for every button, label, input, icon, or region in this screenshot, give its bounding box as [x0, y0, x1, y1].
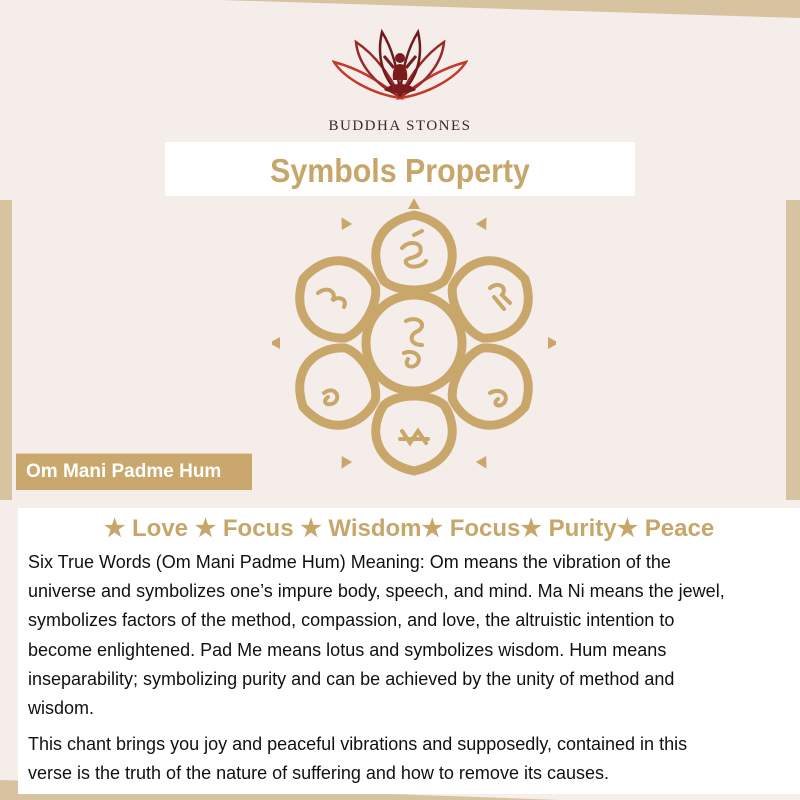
title-band — [165, 142, 635, 196]
om-mani-padme-hum-mandala-icon — [272, 198, 556, 488]
decorative-bar-right — [786, 200, 800, 500]
symbol-label — [16, 453, 252, 490]
decorative-corner-top-right — [220, 0, 800, 18]
page-title: Symbols Property — [270, 152, 530, 189]
description-panel — [18, 508, 800, 794]
lotus-meditation-logo-icon — [332, 28, 468, 110]
decorative-bar-left — [0, 200, 12, 500]
description-paragraph: This chant brings you joy and peaceful vibrations and supposedly, contained in this verse is the truth of the nature of suffering and how to remove its causes. — [28, 734, 688, 784]
virtues-line: ★ Love ★ Focus ★ Wisdom★ Focus★ Purity★ Peace — [103, 515, 715, 542]
brand-name: BUDDHA STONES — [328, 118, 472, 134]
description-paragraph: Six True Words (Om Mani Padme Hum) Meaning: Om means the vibration of the universe and symbolizes one’s impure body, speech, and mind. Ma Ni means the jewel, symbolizes factors of the method, compassion, and love, the altruistic intention to become enlightened. Pad Me means lotus and symbolizes wisdom. Hum means inseparability; symbolizing purity and can be achieved by the unity of method and wisdom. — [28, 552, 725, 719]
symbol-label-text: Om Mani Padme Hum — [26, 461, 222, 482]
